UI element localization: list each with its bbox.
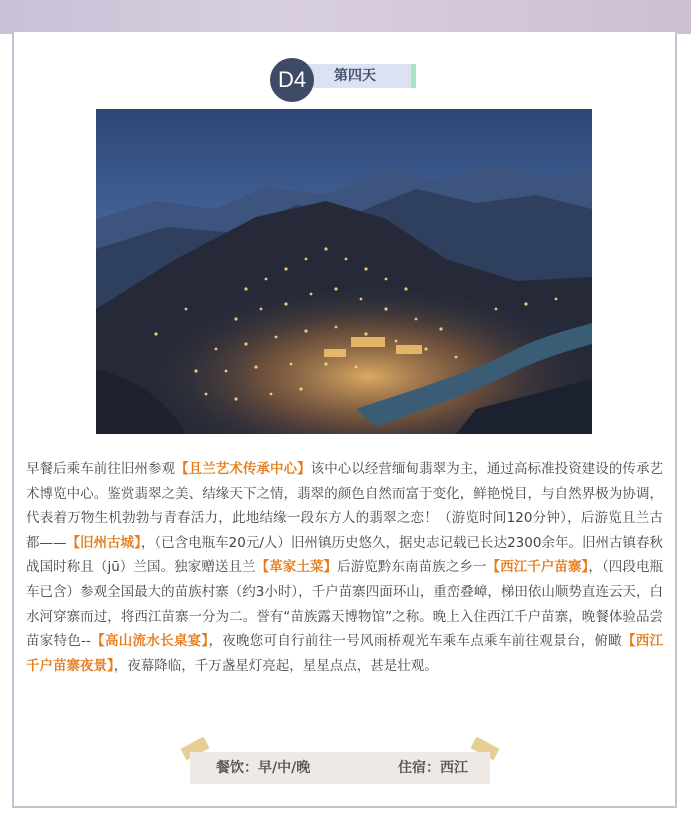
description-text: ，（已含电瓶车20元/人）旧州镇历史悠久，据史志记载已长达2300余年。旧州古镇春秋战国时称且（jū）兰国。独家赠送且兰 xyxy=(26,534,664,576)
description-text: ，夜幕降临，千万盏星灯亮起，星星点点，甚是壮观。 xyxy=(113,657,438,674)
village-night-photo xyxy=(96,109,592,434)
highlighted-place: 【旧州古城】 xyxy=(66,534,141,551)
lodging-info: 住宿：西江 xyxy=(398,760,468,776)
day-label-accent xyxy=(411,64,416,88)
highlighted-place: 【高山流水长桌宴】 xyxy=(90,633,209,650)
description-text: 后游览黔东南苗族之乡一 xyxy=(337,559,487,576)
highlighted-place: 【西江千户苗寨夜景】 xyxy=(26,633,664,674)
day-label: 第四天 xyxy=(334,68,376,84)
day-description xyxy=(26,457,663,678)
day-badge: D4 xyxy=(270,58,314,102)
meals-info: 餐饮：早/中/晚 xyxy=(216,760,311,776)
highlighted-place: 【且兰艺术传承中心】 xyxy=(175,461,311,477)
highlighted-place: 【西江千户苗寨】 xyxy=(486,559,589,576)
photo-illustration xyxy=(96,109,592,434)
day-label-bar xyxy=(306,64,416,88)
description-text: 早餐后乘车前往旧州参观 xyxy=(26,461,176,477)
top-decorative-band xyxy=(0,0,691,34)
description-text: 该中心以经营缅甸翡翠为主，通过高标准投资建设的传承艺术博览中心。鉴赏翡翠之美、结缘天下之情，翡翠的颜色自然而富于变化，鲜艳悦目，与自然界极为协调，代表着万物生机勃勃与青春活力，此地结缘一段东方人的翡翠之恋！（游览时间120分钟），后游览且兰古都—— xyxy=(26,461,664,551)
highlighted-place: 【革家土菜】 xyxy=(255,559,338,576)
description-text: ，夜晚您可自行前往一号风雨桥观光车乘车点乘车前往观景台，俯瞰 xyxy=(208,633,622,650)
description-text: ，（四段电瓶车已含）参观全国最大的苗族村寨（约3小时），千户苗寨四面环山，重峦叠嶂，梯田依山顺势直连云天，白水河穿寨而过，将西江苗寨一分为二。誉有“苗族露天博物馆”之称。晚上入住西江千户苗寨，晚餐体验品尝苗家特色-- xyxy=(26,559,664,650)
